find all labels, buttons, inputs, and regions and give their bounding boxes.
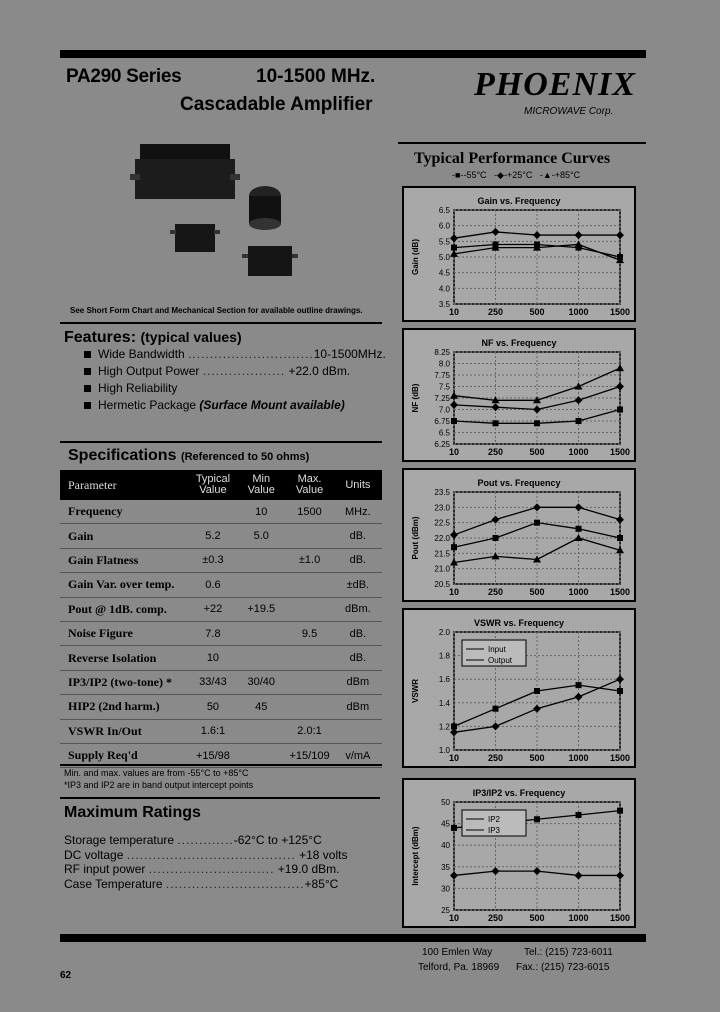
feature-item: High Reliability [84,380,386,397]
legend-label: IP3 [488,826,501,835]
y-tick-label: 22.5 [434,518,450,528]
spec-cell-param: Gain [60,524,189,548]
spec-cell-typ: 1.6:1 [189,719,237,743]
spec-cell-max: +15/109 [285,743,333,767]
y-tick-label: 1.4 [438,698,450,708]
x-tick-label: 250 [487,447,504,457]
data-point [451,825,457,831]
product-title: Cascadable Amplifier [180,94,373,115]
ratings-rule [60,797,380,799]
data-point [617,407,623,413]
series-title: PA290 Series [66,66,182,87]
spec-cell-typ [189,500,237,524]
data-point [493,706,499,712]
spec-cell-param: Reverse Isolation [60,646,189,670]
spec-cell-max [285,524,333,548]
y-tick-label: 2.0 [438,628,450,637]
y-tick-label: 23.0 [434,503,450,513]
data-point [450,234,458,242]
y-tick-label: 1.8 [438,651,450,661]
x-tick-label: 1500 [609,307,631,317]
y-tick-label: 3.5 [438,300,450,309]
spec-cell-min [237,646,285,670]
data-point [534,520,540,526]
y-tick-label: 23.5 [434,488,450,497]
data-point [575,231,583,239]
spec-cell-param: Noise Figure [60,621,189,645]
spec-cell-typ: 5.2 [189,524,237,548]
spec-cell-units: dBm [334,695,382,719]
y-tick-label: 35 [441,862,450,872]
y-tick-label: 1.0 [438,746,450,755]
spec-cell-units: v/mA [334,743,382,767]
y-tick-label: 7.5 [438,382,450,392]
logo-wordmark: PHOENIX [474,66,636,103]
chart-plot [404,330,634,460]
data-point [451,418,457,424]
spec-cell-max: 1500 [285,500,333,524]
legend-label: Output [488,656,513,665]
spec-cell-max [285,670,333,694]
frequency-title: 10-1500 MHz. [256,66,376,87]
x-tick-label: 250 [487,913,504,923]
spec-cell-max [285,646,333,670]
y-axis-label: VSWR [411,679,420,703]
data-point [450,871,458,879]
chart-4 [402,778,636,928]
y-tick-label: 6.5 [438,428,450,438]
spec-cell-min: 10 [237,500,285,524]
x-tick-label: 250 [487,587,504,597]
y-tick-label: 1.6 [438,675,450,685]
x-tick-label: 1500 [609,753,631,763]
x-tick-label: 500 [529,307,545,317]
data-point [575,693,583,701]
y-tick-label: 21.0 [434,564,450,574]
spec-cell-typ: +15/98 [189,743,237,767]
y-tick-label: 8.25 [434,348,450,357]
y-tick-label: 6.0 [438,221,450,231]
data-point [617,535,623,541]
spec-cell-max [285,597,333,621]
data-point [616,231,624,239]
top-rule [60,50,646,58]
y-axis-label: Gain (dB) [411,239,420,275]
y-tick-label: 45 [441,819,450,829]
y-tick-label: 50 [441,798,450,807]
data-point [450,401,458,409]
chart-title: Gain vs. Frequency [477,196,561,206]
spec-cell-param: Frequency [60,500,189,524]
curves-rule [398,142,646,144]
spec-cell-units: MHz. [334,500,382,524]
data-point [451,544,457,550]
y-tick-label: 5.5 [438,237,450,247]
chart-plot [404,610,634,766]
curves-legend: -■--55°C -◆-+25°C -▲-+85°C [452,170,581,180]
y-tick-label: 4.5 [438,268,450,278]
spec-row [60,500,382,524]
data-point [616,383,624,391]
data-point [576,418,582,424]
spec-cell-units: dB. [334,621,382,645]
photo-note: See Short Form Chart and Mechanical Section for available outline drawings. [70,306,363,315]
spec-cell-max: 9.5 [285,621,333,645]
logo-subtitle: MICROWAVE Corp. [524,106,614,117]
page-number: 62 [60,970,72,981]
data-point [576,682,582,688]
spec-footnote: Min. and max. values are from -55°C to +85°C [64,768,249,778]
chart-1 [402,328,636,462]
feature-item: High Output Power ................... +22.0 dBm. [84,363,386,380]
spec-cell-units: dBm. [334,597,382,621]
chart-2 [402,468,636,602]
y-tick-label: 40 [441,841,450,851]
chart-plot [404,188,634,320]
chart-0 [402,186,636,322]
chart-title: IP3/IP2 vs. Frequency [472,788,566,798]
data-point [450,392,458,399]
rating-item: Case Temperature ................................+85°C [64,876,339,891]
data-point [492,722,500,730]
spec-cell-typ: 33/43 [189,670,237,694]
fax: Fax.: (215) 723-6015 [516,962,610,973]
x-tick-label: 500 [529,447,545,457]
data-point [533,503,541,511]
spec-cell-min [237,573,285,597]
data-point [576,812,582,818]
spec-row [60,621,382,645]
data-point [450,531,458,539]
y-axis-label: Pout (dBm) [411,516,420,560]
y-axis-label: Intercept (dBm) [411,826,420,886]
spec-cell-units: dBm [334,670,382,694]
features-list [84,346,386,414]
chart-title: NF vs. Frequency [481,338,557,348]
spec-cell-units: dB. [334,524,382,548]
spec-cell-param: Pout @ 1dB. comp. [60,597,189,621]
data-point [493,535,499,541]
data-point [451,245,457,251]
y-tick-label: 22.0 [434,534,450,543]
x-tick-label: 10 [448,587,460,597]
col-parameter: Parameter [60,470,189,500]
spec-cell-param: HIP2 (2nd harm.) [60,695,189,719]
features-rule [60,322,382,324]
phone: Tel.: (215) 723-6011 [524,947,613,958]
spec-header-row [60,470,382,500]
x-tick-label: 250 [487,307,504,317]
spec-cell-typ: 0.6 [189,573,237,597]
x-tick-label: 500 [529,753,545,763]
spec-row [60,670,382,694]
y-tick-label: 6.5 [438,206,450,215]
x-tick-label: 10 [448,307,460,317]
spec-cell-units: ±dB. [334,573,382,597]
data-point [576,526,582,532]
x-tick-label: 10 [448,753,460,763]
x-tick-label: 1500 [609,913,631,923]
chart-title: Pout vs. Frequency [477,478,561,488]
y-tick-label: 21.5 [434,549,450,559]
col-max: Max. Value [285,470,333,500]
x-tick-label: 1000 [568,447,589,457]
y-tick-label: 7.25 [434,394,450,403]
spec-cell-units: dB. [334,548,382,572]
feature-item: Wide Bandwidth .............................10-1500MHz. [84,346,386,363]
spec-cell-min [237,719,285,743]
spec-cell-max [285,573,333,597]
x-tick-label: 250 [487,753,504,763]
chart-plot [404,470,634,600]
data-point [533,231,541,239]
data-point [534,688,540,694]
chart-plot [404,780,634,926]
spec-heading: Specifications (Referenced to 50 ohms) [68,447,310,464]
legend-label: IP2 [488,815,501,824]
spec-cell-max [285,695,333,719]
company-logo [468,66,638,122]
y-axis-label: NF (dB) [411,383,420,413]
data-point [450,728,458,736]
spec-cell-param: VSWR In/Out [60,719,189,743]
x-tick-label: 1000 [568,307,589,317]
data-point [533,406,541,414]
rating-item: Storage temperature .............-62°C to +125°C [64,833,322,847]
data-point [575,871,583,879]
spec-cell-param: Gain Flatness [60,548,189,572]
ratings-heading: Maximum Ratings [64,804,201,821]
spec-cell-max: 2.0:1 [285,719,333,743]
data-point [533,705,541,713]
spec-row [60,646,382,670]
y-tick-label: 5.0 [438,253,450,262]
data-point [534,816,540,822]
x-tick-label: 1500 [609,587,631,597]
bottom-rule [60,934,646,942]
spec-cell-typ: +22 [189,597,237,621]
y-tick-label: 4.0 [438,284,450,294]
data-point [493,420,499,426]
spec-cell-typ: 50 [189,695,237,719]
spec-table [60,470,382,768]
spec-row [60,524,382,548]
x-tick-label: 500 [529,913,545,923]
x-tick-label: 1000 [568,587,589,597]
x-tick-label: 500 [529,587,545,597]
spec-cell-units [334,719,382,743]
spec-footnote: *IP3 and IP2 are in band output intercept points [64,780,254,790]
address-city: Telford, Pa. 18969 [418,962,500,973]
spec-cell-param: Gain Var. over temp. [60,573,189,597]
spec-row [60,548,382,572]
spec-cell-param: IP3/IP2 (two-tone) * [60,670,189,694]
data-point [616,364,624,371]
chart-3 [402,608,636,768]
ratings-list [64,833,347,891]
features-heading: Features: (typical values) [64,329,242,346]
spec-cell-units: dB. [334,646,382,670]
data-point [534,420,540,426]
product-photo [120,134,320,304]
spec-row [60,573,382,597]
spec-bottom-rule [60,764,382,766]
data-point [616,871,624,879]
y-tick-label: 7.0 [438,405,450,415]
legend-label: Input [488,645,506,654]
rating-item: RF input power ............................. +19.0 dBm. [64,862,340,876]
data-point [617,808,623,814]
col-typical: Typical Value [189,470,237,500]
data-point [533,867,541,875]
y-tick-label: 30 [441,884,450,894]
curves-title: Typical Performance Curves [414,150,611,167]
data-point [492,867,500,875]
y-tick-label: 8.0 [438,359,450,369]
data-point [616,516,624,524]
spec-row [60,695,382,719]
col-units: Units [334,470,382,500]
col-min: Min Value [237,470,285,500]
spec-cell-min: +19.5 [237,597,285,621]
spec-cell-max: ±1.0 [285,548,333,572]
spec-row [60,597,382,621]
x-tick-label: 1000 [568,753,589,763]
spec-row [60,719,382,743]
spec-cell-typ: 7.8 [189,621,237,645]
spec-cell-min [237,548,285,572]
y-tick-label: 20.5 [434,580,450,589]
spec-rule [60,441,382,443]
spec-cell-min [237,621,285,645]
feature-item: Hermetic Package (Surface Mount available) [84,397,386,414]
x-tick-label: 1500 [609,447,631,457]
spec-cell-typ: 10 [189,646,237,670]
data-point [492,228,500,236]
x-tick-label: 10 [448,913,460,923]
x-tick-label: 1000 [568,913,589,923]
spec-cell-min: 30/40 [237,670,285,694]
y-tick-label: 25 [441,906,450,915]
y-tick-label: 7.75 [434,371,450,380]
x-tick-label: 10 [448,447,460,457]
y-tick-label: 6.25 [434,440,450,449]
y-tick-label: 6.75 [434,417,450,426]
spec-cell-typ: ±0.3 [189,548,237,572]
spec-cell-param: Supply Req'd [60,743,189,767]
address-street: 100 Emlen Way [422,947,493,958]
data-point [575,503,583,511]
spec-cell-min: 5.0 [237,524,285,548]
chart-title: VSWR vs. Frequency [473,618,565,628]
rating-item: DC voltage ....................................... +18 volts [64,847,348,862]
data-point [616,675,624,683]
y-tick-label: 1.2 [438,722,450,732]
data-point [617,688,623,694]
spec-cell-min: 45 [237,695,285,719]
